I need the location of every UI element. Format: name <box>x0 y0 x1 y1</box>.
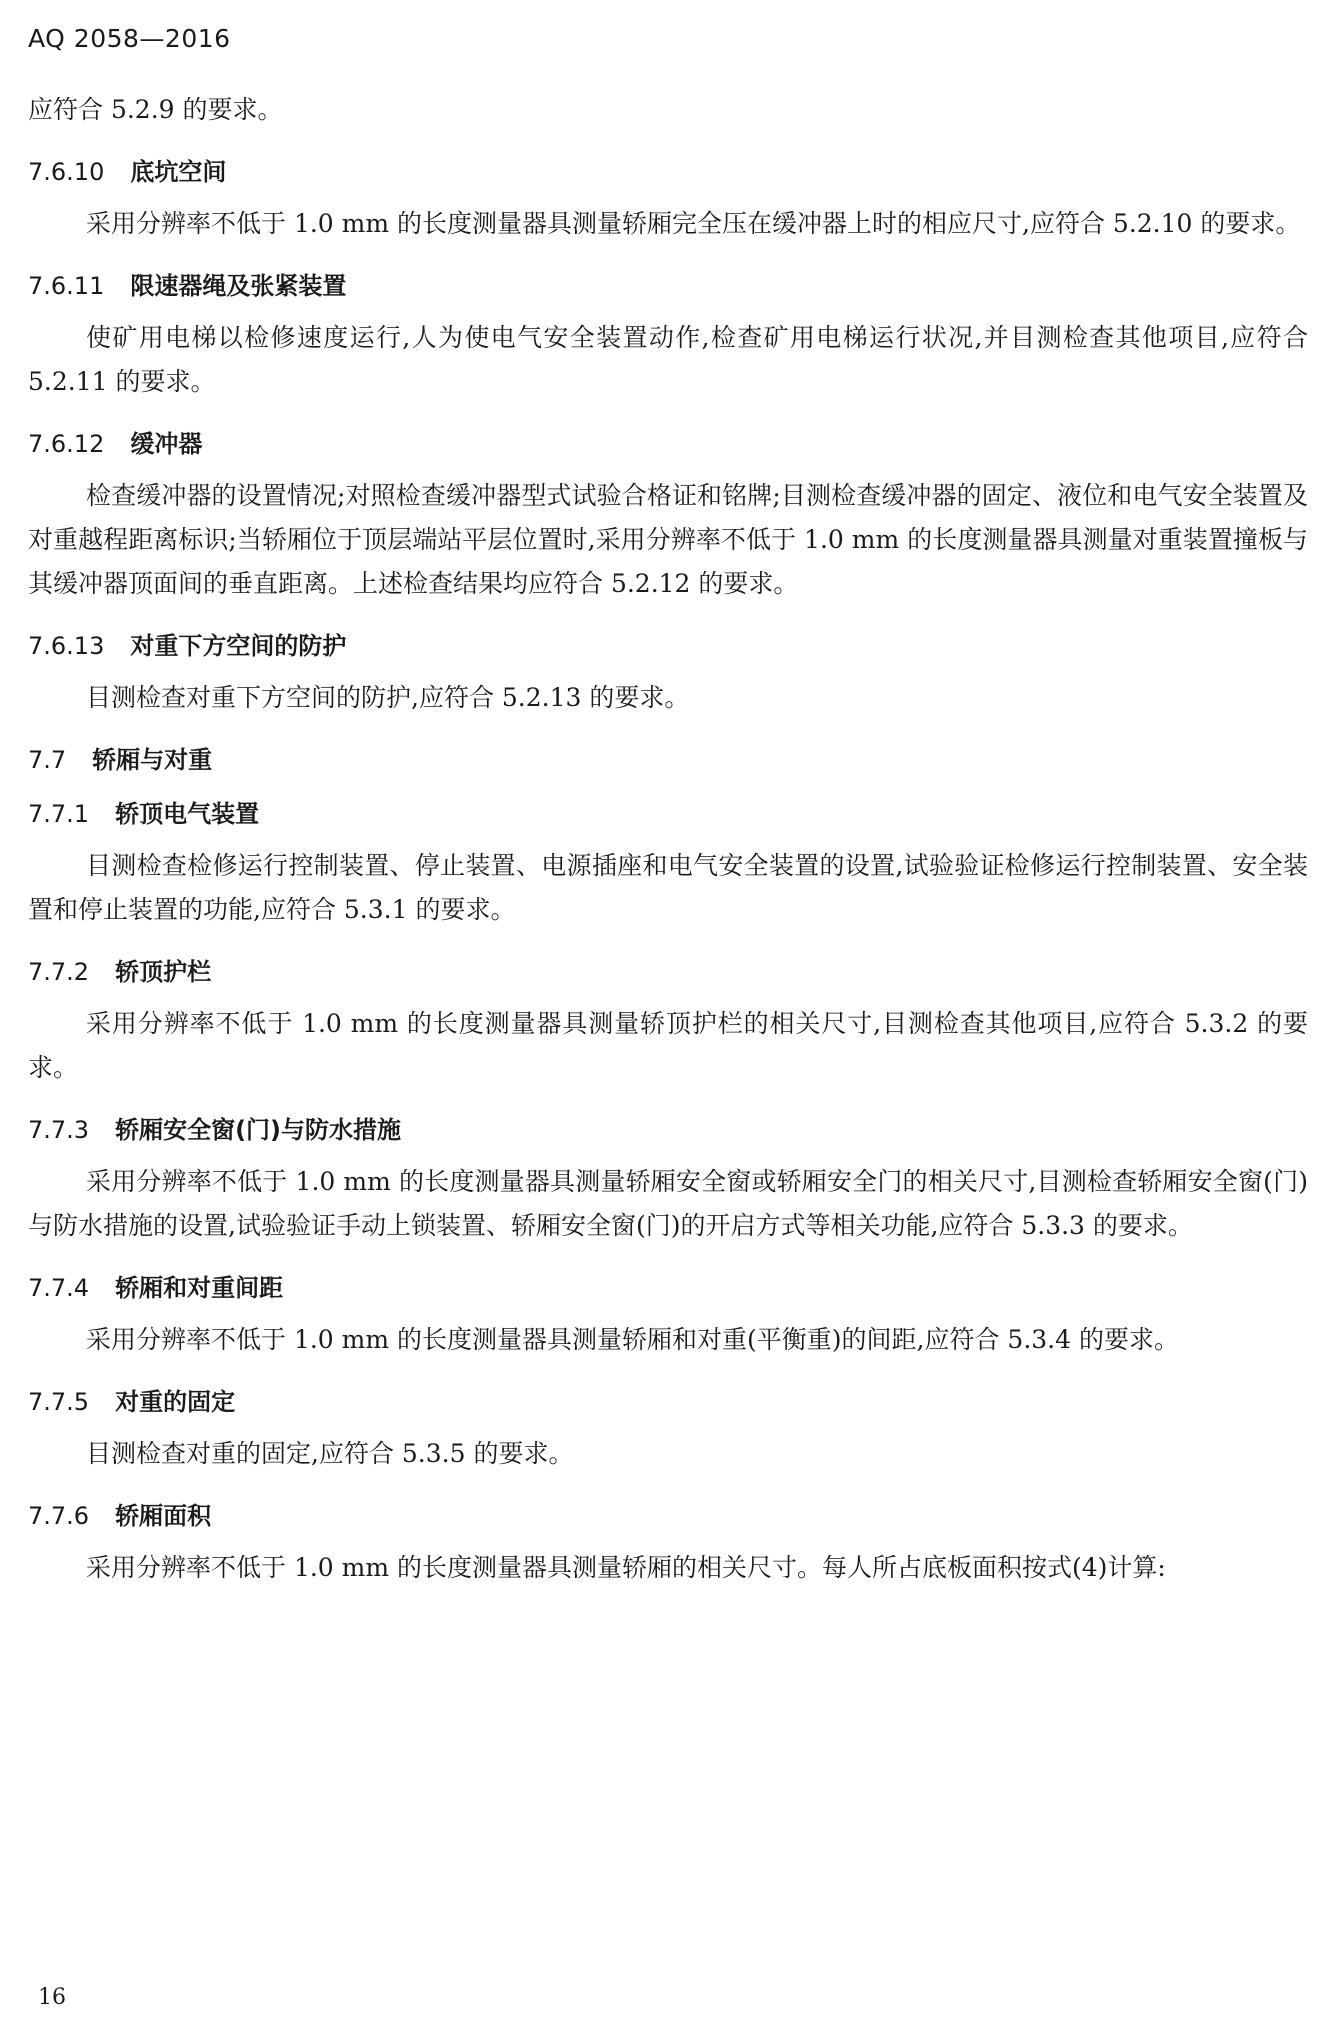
section-heading <box>28 264 1308 308</box>
section-number: 7.7.6 <box>28 1502 90 1530</box>
page-number: 16 <box>38 1985 66 2010</box>
paragraph-gap <box>28 720 1308 728</box>
paragraph-gap <box>28 246 1308 254</box>
section-heading <box>28 1108 1308 1152</box>
section-title: 轿厢和对重间距 <box>115 1274 284 1302</box>
paragraph-gap <box>28 1590 1308 1598</box>
section-title: 缓冲器 <box>130 430 203 458</box>
paragraph-gap <box>28 1362 1308 1370</box>
body-paragraph: 应符合 5.2.9 的要求。 <box>28 95 283 124</box>
document-code-header: AQ 2058—2016 <box>28 24 231 53</box>
section-number: 7.7.1 <box>28 800 90 828</box>
section-number: 7.7.2 <box>28 958 90 986</box>
section-title: 对重的固定 <box>115 1388 236 1416</box>
section-number: 7.7.5 <box>28 1388 90 1416</box>
paragraph-gap <box>28 1090 1308 1098</box>
section-number: 7.7.3 <box>28 1116 90 1144</box>
section-heading <box>28 950 1308 994</box>
paragraph-gap <box>28 404 1308 412</box>
body-paragraph: 目测检查对重的固定,应符合 5.3.5 的要求。 <box>86 1439 574 1468</box>
section-heading <box>28 1380 1308 1424</box>
body-paragraph: 目测检查对重下方空间的防护,应符合 5.2.13 的要求。 <box>86 683 690 712</box>
section-title: 轿厢面积 <box>115 1502 212 1530</box>
section-heading <box>28 150 1308 194</box>
paragraph-gap <box>28 932 1308 940</box>
section-title: 底坑空间 <box>130 158 227 186</box>
section-number: 7.7 <box>28 746 67 774</box>
section-heading <box>28 1494 1308 1538</box>
section-title: 轿厢安全窗(门)与防水措施 <box>115 1116 402 1144</box>
paragraph-gap <box>28 606 1308 614</box>
body-paragraph: 采用分辨率不低于 1.0 mm 的长度测量器具测量轿厢的相关尺寸。每人所占底板面积按式(4)计算: <box>86 1553 1166 1582</box>
section-heading <box>28 792 1308 836</box>
body-paragraph: 检查缓冲器的设置情况;对照检查缓冲器型式试验合格证和铭牌;目测检查缓冲器的固定、液位和电气安全装置及对重越程距离标识;当轿厢位于顶层端站平层位置时,采用分辨率不低于 1.0 mm 的长度测量器具测量对重装置撞板与其缓冲器顶面间的垂直距离。上述检查结果均应符合 5.2.12 的要求。 <box>28 481 1308 598</box>
body-paragraph: 采用分辨率不低于 1.0 mm 的长度测量器具测量轿顶护栏的相关尺寸,目测检查其他项目,应符合 5.3.2 的要求。 <box>28 1009 1308 1082</box>
body-paragraph: 目测检查检修运行控制装置、停止装置、电源插座和电气安全装置的设置,试验验证检修运行控制装置、安全装置和停止装置的功能,应符合 5.3.1 的要求。 <box>28 851 1308 924</box>
section-heading <box>28 738 1308 782</box>
body-paragraph: 采用分辨率不低于 1.0 mm 的长度测量器具测量轿厢安全窗或轿厢安全门的相关尺寸,目测检查轿厢安全窗(门)与防水措施的设置,试验验证手动上锁装置、轿厢安全窗(门)的开启方式等相关功能,应符合 5.3.3 的要求。 <box>28 1167 1308 1240</box>
section-heading <box>28 1266 1308 1310</box>
section-number: 7.6.12 <box>28 430 105 458</box>
paragraph-gap <box>28 1248 1308 1256</box>
section-title: 限速器绳及张紧装置 <box>130 272 347 300</box>
section-number: 7.6.10 <box>28 158 105 186</box>
paragraph-gap <box>28 1476 1308 1484</box>
section-number: 7.6.11 <box>28 272 105 300</box>
body-paragraph: 使矿用电梯以检修速度运行,人为使电气安全装置动作,检查矿用电梯运行状况,并目测检查其他项目,应符合 5.2.11 的要求。 <box>28 323 1308 396</box>
section-number: 7.6.13 <box>28 632 105 660</box>
section-number: 7.7.4 <box>28 1274 90 1302</box>
section-title: 轿厢与对重 <box>92 746 213 774</box>
section-title: 轿顶电气装置 <box>115 800 260 828</box>
body-paragraph: 采用分辨率不低于 1.0 mm 的长度测量器具测量轿厢完全压在缓冲器上时的相应尺寸,应符合 5.2.10 的要求。 <box>86 209 1301 238</box>
section-heading <box>28 624 1308 668</box>
section-title: 轿顶护栏 <box>115 958 212 986</box>
paragraph-gap <box>28 132 1308 140</box>
document-body <box>28 88 1308 1598</box>
body-paragraph: 采用分辨率不低于 1.0 mm 的长度测量器具测量轿厢和对重(平衡重)的间距,应符合 5.3.4 的要求。 <box>86 1325 1179 1354</box>
section-heading <box>28 422 1308 466</box>
section-title: 对重下方空间的防护 <box>130 632 347 660</box>
